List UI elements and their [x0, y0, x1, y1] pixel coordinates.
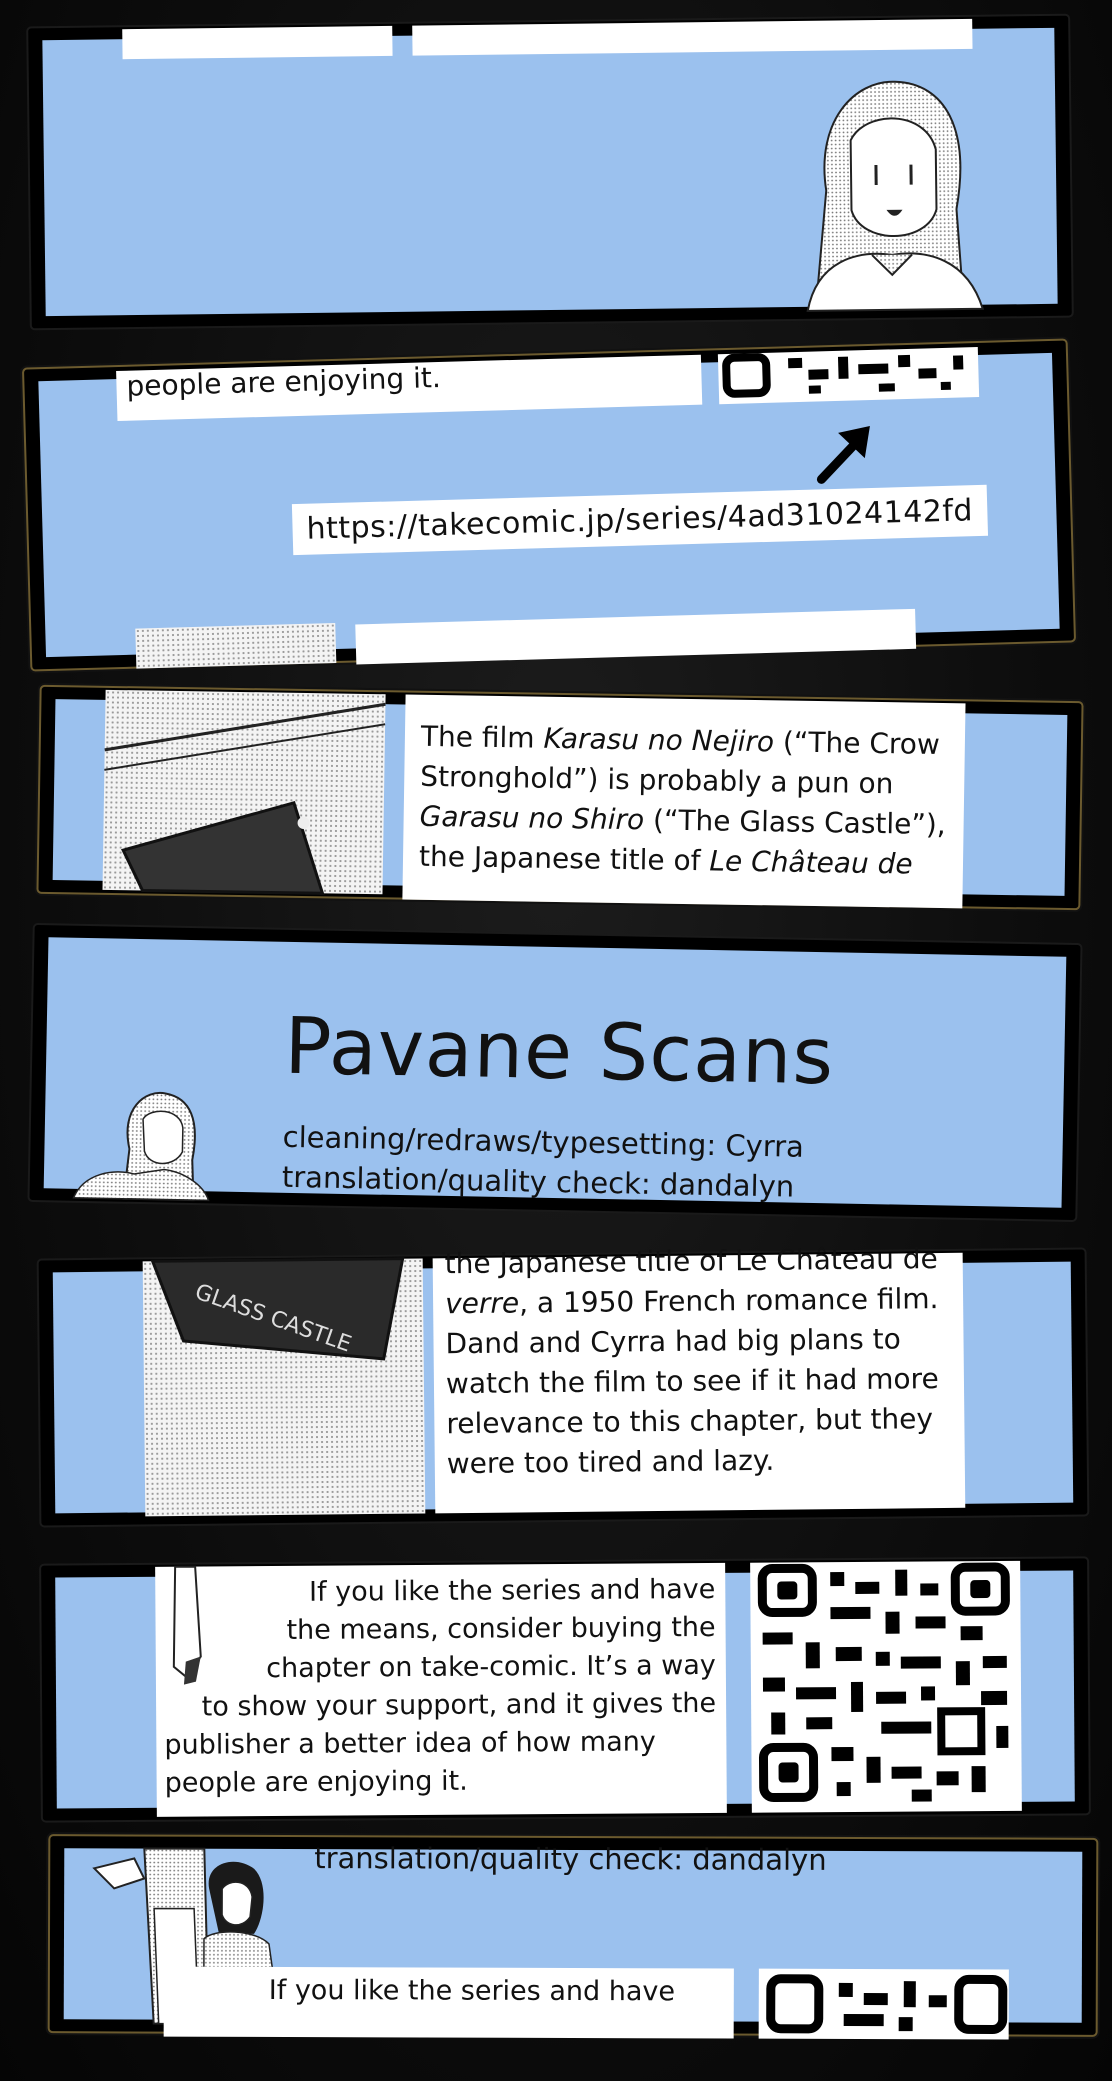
note-line: relevance to this chapter, but they	[446, 1402, 934, 1441]
note-line: the Japanese title of Le Château de	[418, 839, 913, 881]
support-line: chapter on take-comic. It’s a way	[266, 1649, 716, 1685]
support-line: If you like the series and have	[268, 1974, 676, 2008]
note-line: were too tired and lazy.	[446, 1443, 775, 1481]
qr-code[interactable]	[750, 1561, 1022, 1813]
manga-panel-clipped	[135, 623, 336, 669]
panel-2	[38, 353, 1059, 657]
credit-translation: translation/quality check: dandalyn	[281, 1159, 795, 1204]
note-line: verre, a 1950 French romance film.	[444, 1282, 939, 1321]
qr-code-clipped	[759, 1969, 1009, 2040]
strip-7	[50, 1836, 1097, 2035]
support-line: people are enjoying it.	[164, 1765, 468, 1799]
group-name: Pavane Scans	[283, 1001, 835, 1103]
support-message-clipped	[164, 1967, 734, 2039]
series-url: https://takecomic.jp/series/4ad31024142fd	[292, 485, 988, 555]
support-text-tail: people are enjoying it.	[126, 360, 442, 403]
character-girl-small-illustration	[74, 1088, 216, 1201]
support-line: to show your support, and it gives the	[201, 1687, 717, 1723]
strip-5	[39, 1242, 1088, 1526]
credit-translation-clipped: translation/quality check: dandalyn	[314, 1841, 827, 1877]
strip-1	[28, 16, 1072, 329]
note-line: watch the film to see if it had more	[445, 1362, 939, 1401]
translation-note-continued	[433, 1242, 966, 1514]
support-line: publisher a better idea of how many	[164, 1726, 656, 1761]
arrow-up-right-icon	[810, 418, 882, 490]
panel-5	[53, 1242, 1073, 1514]
note-line: The film Karasu no Nejiro (“The Crow	[420, 719, 941, 761]
textbox-clipped	[122, 26, 392, 59]
note-line-clipped: the Japanese title of Le Château de	[444, 1242, 938, 1281]
credit-cleaning: cleaning/redraws/typesetting: Cyrra	[282, 1119, 805, 1164]
support-line: If you like the series and have	[309, 1573, 716, 1608]
panel-7	[64, 1841, 1083, 2023]
support-text-clipped	[116, 355, 702, 421]
strip-3	[38, 687, 1081, 908]
note-line: Dand and Cyrra had big plans to	[445, 1322, 901, 1361]
manga-panel-tv	[102, 690, 385, 894]
character-legs-illustration	[155, 1566, 266, 1687]
panel-6	[55, 1570, 1075, 1808]
textbox-clipped	[355, 609, 916, 665]
note-line: Garasu no Shiro (“The Glass Castle”),	[419, 799, 947, 842]
dvd-label: GLASS CASTLE	[191, 1279, 355, 1358]
character-girl-illustration	[785, 69, 998, 312]
strip-4	[29, 925, 1080, 1220]
panel-3	[53, 699, 1068, 896]
translation-note	[402, 695, 965, 909]
manga-panel-dvd	[143, 1258, 426, 1516]
textbox-clipped	[412, 19, 972, 56]
strip-6	[41, 1558, 1089, 1820]
strip-2	[24, 341, 1074, 670]
panel-4	[44, 937, 1067, 1207]
qr-code-clipped	[718, 347, 979, 404]
panel-1	[42, 28, 1057, 316]
support-line: the means, consider buying the	[286, 1611, 716, 1646]
note-line: Stronghold”) is probably a pun on	[420, 759, 894, 801]
